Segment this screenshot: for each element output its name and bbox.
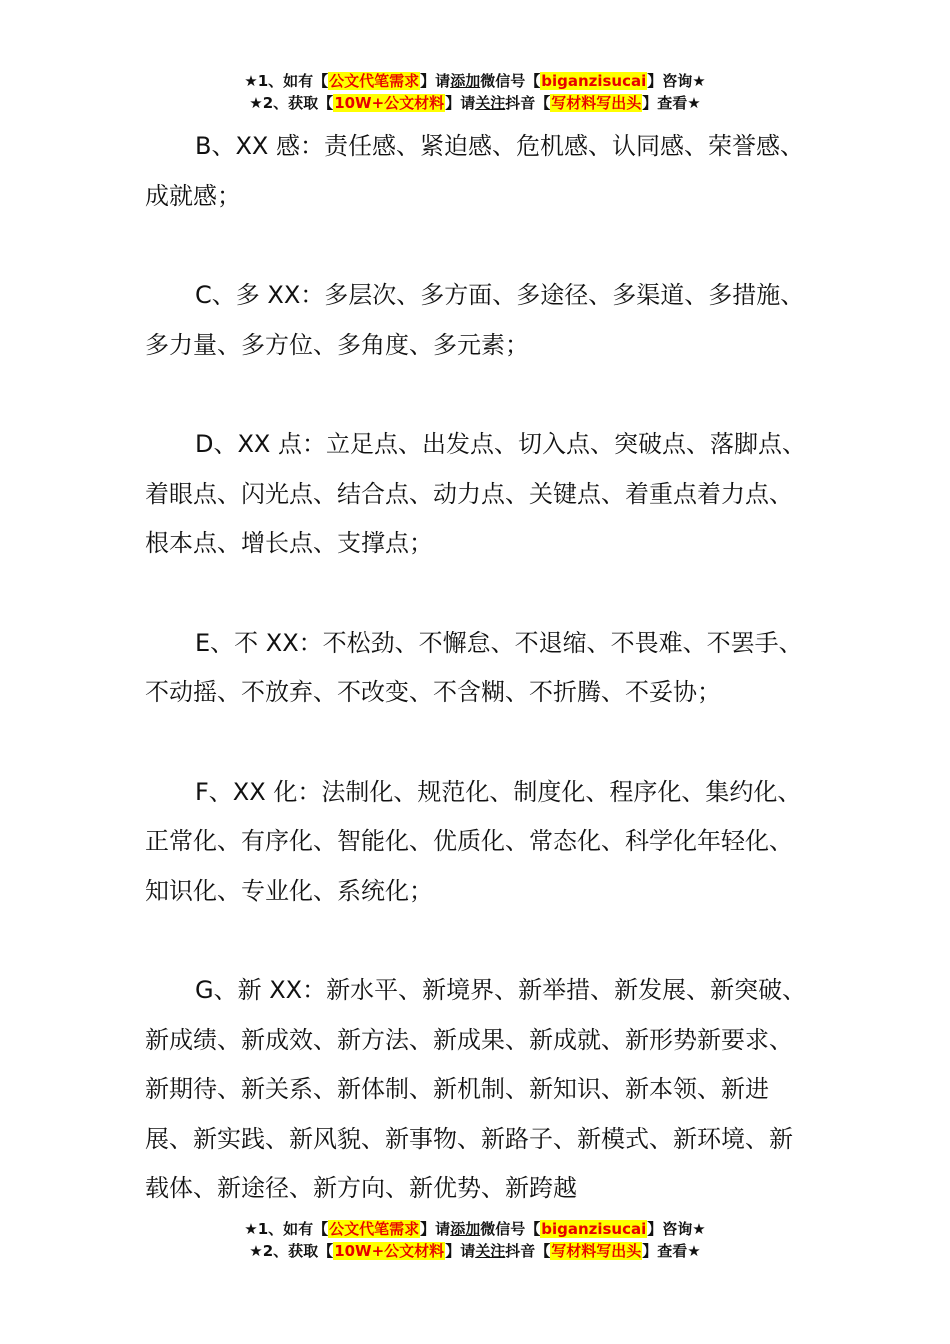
paragraph-g: G、新 XX：新水平、新境界、新举措、新发展、新突破、新成绩、新成效、新方法、新成果、新成就、新形势新要求、新期待、新关系、新体制、新机制、新知识、新本领、新进展、新实践、新风貌、新事物、新路子、新模式、新环境、新载体、新途径、新方向、新优势、新跨越 — [145, 976, 807, 1202]
banner-text: 】请 — [420, 72, 451, 90]
paragraph-b: B、XX 感：责任感、紧迫感、危机感、认同感、荣誉感、成就感； — [145, 132, 804, 210]
highlight-materials: 10W+公文材料 — [334, 1242, 445, 1260]
highlight-materials: 10W+公文材料 — [334, 94, 445, 112]
banner-text: 微信号【 — [480, 72, 541, 90]
banner-text: 】请 — [420, 1220, 451, 1238]
banner-text: ★1、如有【 — [244, 72, 329, 90]
banner-line-2 — [0, 92, 950, 114]
banner-text: ★1、如有【 — [244, 1220, 329, 1238]
highlight-douyin-account: 写材料写出头 — [551, 94, 642, 112]
highlight-service: 公文代笔需求 — [329, 1220, 420, 1238]
footer-banner — [0, 1218, 950, 1262]
highlight-wechat-id: biganzisucai — [541, 1220, 647, 1238]
banner-text: 微信号【 — [480, 1220, 541, 1238]
banner-underlined: 关注 — [475, 1242, 506, 1260]
banner-text: 】咨询★ — [647, 72, 706, 90]
paragraph-d: D、XX 点：立足点、出发点、切入点、突破点、落脚点、着眼点、闪光点、结合点、动力点、关键点、着重点着力点、根本点、增长点、支撑点； — [145, 430, 806, 557]
banner-text: 抖音【 — [505, 1242, 551, 1260]
banner-line-2 — [0, 1240, 950, 1262]
paragraph-e: E、不 XX：不松劲、不懈怠、不退缩、不畏难、不罢手、不动摇、不放弃、不改变、不含糊、不折腾、不妥协； — [145, 628, 803, 706]
highlight-wechat-id: biganzisucai — [541, 72, 647, 90]
document-body — [145, 122, 807, 1214]
banner-text: 】咨询★ — [647, 1220, 706, 1238]
highlight-service: 公文代笔需求 — [329, 72, 420, 90]
banner-text: ★2、获取【 — [249, 1242, 334, 1260]
paragraph-f: F、XX 化：法制化、规范化、制度化、程序化、集约化、正常化、有序化、智能化、优质化、常态化、科学化年轻化、知识化、专业化、系统化； — [145, 777, 802, 905]
banner-text: 】请 — [445, 94, 476, 112]
banner-text: 抖音【 — [505, 94, 551, 112]
banner-text: 】请 — [445, 1242, 476, 1260]
banner-line-1 — [0, 70, 950, 92]
banner-underlined: 添加 — [450, 72, 481, 90]
banner-underlined: 关注 — [475, 94, 506, 112]
paragraph-c: C、多 XX：多层次、多方面、多途径、多渠道、多措施、多力量、多方位、多角度、多元素； — [145, 281, 805, 359]
banner-text: 】查看★ — [642, 94, 701, 112]
banner-text: ★2、获取【 — [249, 94, 334, 112]
banner-text: 】查看★ — [642, 1242, 701, 1260]
header-banner — [0, 70, 950, 114]
highlight-douyin-account: 写材料写出头 — [551, 1242, 642, 1260]
banner-underlined: 添加 — [450, 1220, 481, 1238]
banner-line-1 — [0, 1218, 950, 1240]
